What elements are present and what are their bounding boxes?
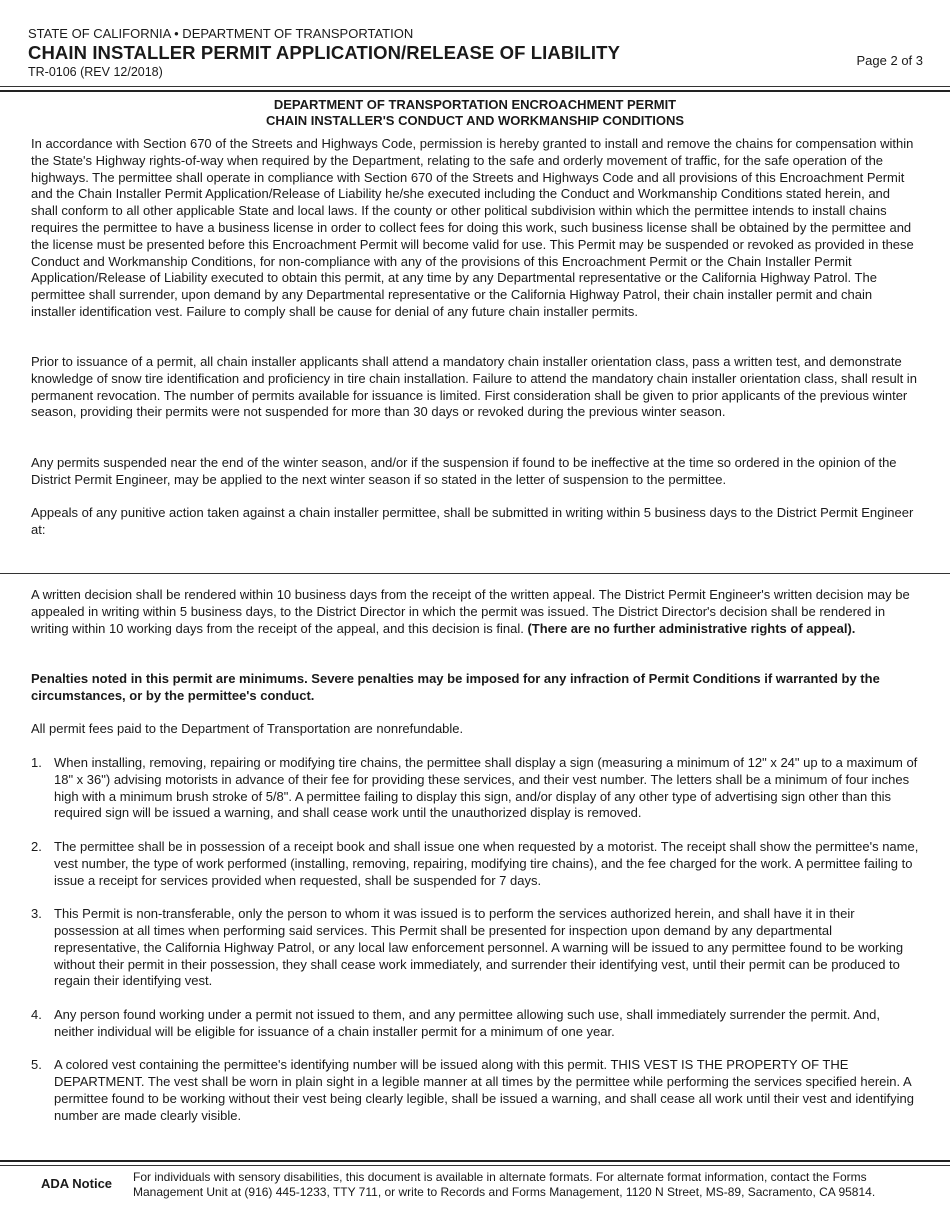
section-title	[0, 97, 950, 129]
condition-number: 4.	[31, 1006, 42, 1022]
paragraph-permission	[31, 136, 919, 321]
ada-notice-label: ADA Notice	[41, 1176, 113, 1191]
paragraph-suspension-text: Any permits suspended near the end of the winter season, and/or if the suspension if found to be ineffective at the time so ordered in the opinion of the District Permit Engineer, may be applied to the next winter season if so stated in the letter of suspension to the permittee.	[31, 455, 897, 487]
ada-notice-text: For individuals with sensory disabilities, this document is available in alternate formats. For alternate format information, contact the Forms Management Unit at (916) 445-1233, TTY 711, or write to Records and Forms Management, 1120 N Street, MS-89, Sacramento, CA 95814.	[133, 1170, 876, 1199]
condition-item	[31, 1057, 919, 1124]
paragraph-orientation	[31, 354, 919, 421]
condition-item	[31, 755, 919, 822]
appeal-address-divider	[0, 573, 950, 574]
paragraph-appeals	[31, 505, 919, 539]
page-number: Page 2 of 3	[856, 53, 923, 68]
paragraph-penalties	[31, 671, 919, 705]
paragraph-decision	[31, 587, 919, 637]
paragraph-permission-text: In accordance with Section 670 of the Streets and Highways Code, permission is hereby granted to install and remove the chains for compensation within the State's Highway rights-of-way when required by the Department, relating to the safe and orderly movement of traffic, for the safe operation of the highways. The permittee shall operate in compliance with Section 670 of the Streets and Highways Code and all provisions of this Encroachment Permit and the Chain Installer Permit Application/Release of Liability he/she executed including the Conduct and Workmanship Conditions stated herein, and shall conform to all other applicable State and local laws. If the county or other political subdivision within which the permittee intends to install chains requires the permittee to have a business license in order to collect fees for doing this work, such business license shall be obtained by the permittee and the license must be presented before this Encroachment Permit will become valid for use. This Permit may be suspended or revoked as provided in these Conduct and Workmanship Conditions, for non-compliance with any of the provisions of this Encroachment Permit or the Chain Installer Permit Application/Release of Liability executed to obtain this permit, at any time by any Departmental representative or the California Highway Patrol. The permittee shall surrender, upon demand by any Departmental representative or the California Highway Patrol, their chain installer permit and chain installer identification vest. Failure to comply shall be cause for denial of any future chain installer permits.	[31, 136, 914, 319]
paragraph-suspension	[31, 455, 919, 489]
paragraph-orientation-text: Prior to issuance of a permit, all chain installer applicants shall attend a mandatory chain installer orientation class, pass a written test, and demonstrate knowledge of snow tire identification and proficiency in tire chain installation. Failure to attend the mandatory chain installer orientation class, shall result in permanent revocation. The number of permits available for issuance is limited. First consideration shall be given to prior applicants of the previous winter season, providing their permits were not suspended for more than 30 days or revoked during the previous winter season.	[31, 354, 917, 420]
footer-divider-top	[0, 1160, 950, 1162]
conditions-list	[31, 755, 919, 1141]
condition-text: A colored vest containing the permittee's identifying number will be issued along with this permit. THIS VEST IS THE PROPERTY OF THE DEPARTMENT. The vest shall be worn in plain sight in a legible manner at all times by the permittee while performing the services specified herein. A permittee found to be working without their vest being clearly legible, shall be issued a warning, and shall cease all work until their vest and identifying number are made clearly visible.	[54, 1057, 914, 1123]
agency-line: STATE OF CALIFORNIA • DEPARTMENT OF TRANSPORTATION	[28, 26, 414, 41]
condition-text: When installing, removing, repairing or modifying tire chains, the permittee shall display a sign (measuring a minimum of 12" x 24" up to a maximum of 18" x 36") advising motorists in advance of their fee for providing these services, and their vest number. The letters shall be a minimum of four inches high with a minimum brush stroke of 5/8". A permittee failing to display this sign, and/or display of any other type of advertising sign other than this required sign will be issued a warning, and shall cease work until the unauthorized display is removed.	[54, 755, 918, 821]
paragraph-fees-text: All permit fees paid to the Department of Transportation are nonrefundable.	[31, 721, 464, 736]
condition-text: Any person found working under a permit not issued to them, and any permittee allowing such use, shall immediately surrender the permit. And, neither individual will be eligible for issuance of a chain installer permit for a minimum of one year.	[54, 1006, 880, 1039]
form-header	[28, 26, 923, 80]
paragraph-decision-text: A written decision shall be rendered within 10 business days from the receipt of the written appeal. The District Permit Engineer's written decision may be appealed in writing within 5 business days, to the District Director in which the permit was issued. The District Director's decision shall be rendered in writing within 10 working days from the receipt of the appeal, and this decision is final.	[31, 587, 910, 636]
paragraph-fees	[31, 721, 919, 738]
condition-item	[31, 839, 919, 889]
condition-item	[31, 906, 919, 990]
condition-text: The permittee shall be in possession of a receipt book and shall issue one when requested by a motorist. The receipt shall show the permittee's name, vest number, the type of work performed (installing, removing, repairing, modifying tire chains), and the fee charged for the work. A permittee failing to issue a receipt for services provided when requested, shall be suspended for 7 days.	[54, 838, 919, 888]
condition-number: 2.	[31, 838, 42, 854]
condition-number: 1.	[31, 755, 42, 770]
section-title-line1: DEPARTMENT OF TRANSPORTATION ENCROACHMENT PERMIT	[273, 97, 677, 112]
form-number: TR-0106 (REV 12/2018)	[28, 65, 163, 79]
header-divider-bottom	[0, 90, 950, 92]
condition-number: 5.	[31, 1057, 42, 1073]
condition-text: This Permit is non-transferable, only the person to whom it was issued is to perform the services authorized herein, and shall have it in their possession at all times when performing said services. This Permit shall be presented for inspection upon demand by any departmental representative, the California Highway Patrol, or any local law enforcement personnel. A warning will be issued to any permittee found to be working without their permit in their possession, they shall cease work immediately, and surrender their identifying vest, until their permit can be produced to regain their identifying vest.	[54, 906, 904, 989]
paragraph-penalties-text: Penalties noted in this permit are minimums. Severe penalties may be imposed for any infraction of Permit Conditions if warranted by the circumstances, or by the permittee's conduct.	[31, 671, 880, 703]
ada-notice	[0, 1166, 950, 1206]
header-divider-top	[0, 86, 950, 87]
condition-number: 3.	[31, 906, 42, 922]
section-title-line2: CHAIN INSTALLER'S CONDUCT AND WORKMANSHIP CONDITIONS	[265, 113, 685, 128]
paragraph-decision-bold: (There are no further administrative rights of appeal).	[527, 620, 856, 636]
paragraph-appeals-text: Appeals of any punitive action taken against a chain installer permittee, shall be submitted in writing within 5 business days to the District Permit Engineer at:	[31, 505, 914, 537]
condition-item	[31, 1007, 919, 1041]
form-title: CHAIN INSTALLER PERMIT APPLICATION/RELEASE OF LIABILITY	[28, 42, 621, 63]
